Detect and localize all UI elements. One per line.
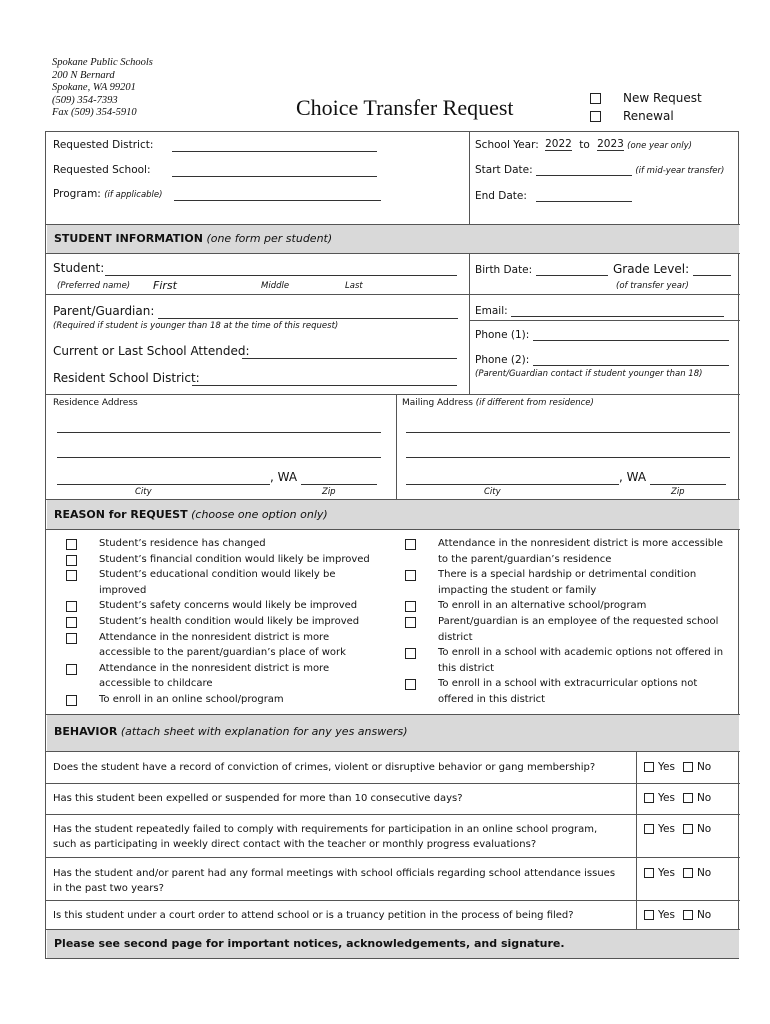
no-label: No [696,792,712,804]
no-checkbox[interactable] [683,762,693,772]
preferred-name-note: (Preferred name) [57,281,131,291]
residence-line1-field[interactable] [57,420,381,433]
behavior-note: (attach sheet with explanation for any yes answers) [120,725,408,738]
program-label: Program: [53,188,101,200]
phone1-label: Phone (1): [475,329,530,341]
yes-checkbox[interactable] [644,910,654,920]
reason-header [47,500,739,529]
behavior-question: Has the student and/or parent had any formal meetings with school officials regarding school attendance issues in the past two years? [53,868,616,894]
middle-label: Middle [261,281,290,291]
no-checkbox[interactable] [683,868,693,878]
end-date-field[interactable] [536,189,632,202]
behavior-title: BEHAVIOR [54,725,118,738]
divider [469,320,740,321]
reason-option: Student’s residence has changed [99,538,266,549]
divider [469,132,470,224]
phone2-label: Phone (2): [475,354,530,366]
renewal-label: Renewal [623,109,674,123]
yes-no-group [644,823,711,835]
yes-checkbox[interactable] [644,762,654,772]
reason-checkbox[interactable] [66,695,77,706]
form-body [45,131,739,959]
reason-option: Attendance in the nonresident district is more accessible to the parent/guardian’s place of work [99,631,346,659]
mailing-note: (if different from residence) [475,398,594,408]
divider [46,529,740,530]
divider [46,814,740,815]
resident-district-label: Resident School District: [53,371,200,385]
requested-district-field[interactable] [172,138,377,152]
reason-option: Attendance in the nonresident district is more accessible to the parent/guardian’s residence [438,538,724,565]
contact-note: (Parent/Guardian contact if student younger than 18) [475,369,703,379]
mailing-line2-field[interactable] [406,445,730,458]
student-label: Student: [53,261,105,275]
divider [46,900,740,901]
last-label: Last [345,281,363,291]
address-line: (509) 354-7393 [52,94,118,106]
reason-checkbox[interactable] [405,601,416,612]
program-field[interactable] [174,188,381,201]
no-checkbox[interactable] [683,793,693,803]
divider [46,857,740,858]
one-year-note: (one year only) [627,141,692,151]
no-checkbox[interactable] [683,910,693,920]
mid-year-note: (if mid-year transfer) [635,166,725,176]
grade-level-label: Grade Level: [613,262,690,276]
mailing-wa-label: , WA [619,470,647,484]
reason-checkbox[interactable] [405,570,416,581]
year-from-field[interactable]: 2022 [545,138,572,150]
form-title: Choice Transfer Request [296,95,514,120]
behavior-question: Has this student been expelled or suspended for more than 10 consecutive days? [53,793,463,804]
transfer-year-note: (of transfer year) [616,281,689,291]
requested-school-label: Requested School: [53,164,151,176]
no-checkbox[interactable] [683,824,693,834]
parent-note: (Required if student is younger than 18 at the time of this request) [53,321,339,331]
mailing-zip-field[interactable] [650,472,726,485]
reason-option: To enroll in an online school/program [99,693,284,705]
student-info-title: STUDENT INFORMATION [54,232,203,245]
student-info-note: (one form per student) [206,232,333,245]
behavior-header [47,715,739,751]
footer-band [47,930,739,958]
address-line: 200 N Bernard [52,69,115,81]
behavior-question: Does the student have a record of conviction of crimes, violent or disruptive behavior or gang membership? [53,762,596,773]
no-label: No [696,909,712,921]
reason-checkbox[interactable] [405,539,416,550]
reason-checkbox[interactable] [66,601,77,612]
to-label: to [579,139,590,151]
reason-checkbox[interactable] [66,617,77,628]
residence-wa-label: , WA [270,470,298,484]
reason-checkbox[interactable] [66,633,77,644]
residence-address-label: Residence Address [53,398,138,408]
yes-no-group [644,792,711,804]
yes-label: Yes [658,761,675,773]
divider [46,394,740,395]
yes-no-group [644,909,711,921]
divider [46,253,740,254]
reason-checkbox[interactable] [66,664,77,675]
new-request-label: New Request [623,91,702,105]
reason-option: Student’s safety concerns would likely be improved [99,600,358,612]
requested-school-field[interactable] [172,163,377,177]
school-year-label: School Year: [475,139,539,151]
birth-date-label: Birth Date: [475,264,533,276]
current-school-field[interactable] [242,344,457,359]
address-line: Spokane, WA 99201 [52,82,136,93]
divider [46,783,740,784]
yes-checkbox[interactable] [644,868,654,878]
yes-no-group [644,867,711,879]
residence-zip-label: Zip [322,487,336,497]
parent-label: Parent/Guardian: [53,304,155,318]
residence-city-field[interactable] [57,472,270,485]
student-name-field[interactable] [105,261,457,276]
reason-option: To enroll in a school with academic options not offered in this district [438,647,724,674]
reason-option: Student’s educational condition would likely be improved [99,569,336,596]
footer-note: Please see second page for important notices, acknowledgements, and signature. [54,937,565,950]
current-school-label: Current or Last School Attended: [53,344,250,358]
mailing-city-field[interactable] [406,472,619,485]
request-type [590,89,702,125]
yes-label: Yes [658,823,675,835]
reason-checkbox[interactable] [66,539,77,550]
yes-label: Yes [658,867,675,879]
program-note: (if applicable) [104,190,163,200]
no-label: No [696,761,712,773]
reason-option: There is a special hardship or detrimental condition impacting the student or family [438,569,697,596]
first-label: First [153,279,177,292]
reason-note: (choose one option only) [191,508,328,521]
no-label: No [696,867,712,879]
reason-option: Attendance in the nonresident district is more accessible to childcare [99,662,330,690]
resident-district-field[interactable] [192,371,457,386]
grade-level-field[interactable] [693,261,731,276]
residence-zip-field[interactable] [301,472,377,485]
divider [636,751,637,929]
reason-title: REASON for REQUEST [54,508,188,521]
reason-option: Student’s financial condition would likely be improved [99,553,370,565]
yes-checkbox[interactable] [644,793,654,803]
end-date-label: End Date: [475,190,527,202]
reason-checkbox[interactable] [66,570,77,581]
reason-checkbox[interactable] [405,617,416,628]
phone2-field[interactable] [533,353,729,366]
divider [396,394,397,500]
no-label: No [696,823,712,835]
email-field[interactable] [511,304,724,317]
yes-no-group [644,761,711,773]
divider [46,294,740,295]
start-date-label: Start Date: [475,164,533,176]
new-request-checkbox[interactable] [590,93,601,104]
parent-field[interactable] [158,304,458,319]
mailing-address-label: Mailing Address [402,398,473,408]
reason-checkbox[interactable] [405,648,416,659]
district-address [52,57,153,120]
start-date-field[interactable] [536,163,632,176]
reason-checkbox[interactable] [66,555,77,566]
residence-city-label: City [135,487,152,497]
mailing-line1-field[interactable] [406,420,730,433]
reason-checkbox[interactable] [405,679,416,690]
year-to-field[interactable]: 2023 [597,138,624,150]
email-label: Email: [475,305,508,317]
mailing-city-label: City [484,487,501,497]
reason-option: To enroll in an alternative school/program [438,600,647,612]
behavior-question: Is this student under a court order to attend school or is a truancy petition in the process of being filed? [53,910,574,921]
address-line: Spokane Public Schools [52,57,153,68]
reason-left-list [66,536,386,708]
behavior-question: Has the student repeatedly failed to comply with requirements for participation in an online school program, such as participating in weekly direct contact with the teacher or monthly progress evaluations? [53,824,598,850]
yes-checkbox[interactable] [644,824,654,834]
yes-label: Yes [658,792,675,804]
residence-line2-field[interactable] [57,445,381,458]
reason-option: To enroll in a school with extracurricular options not offered in this district [438,678,698,705]
birth-date-field[interactable] [536,263,608,276]
renewal-checkbox[interactable] [590,111,601,122]
student-info-header [47,225,739,253]
yes-label: Yes [658,909,675,921]
reason-option: Parent/guardian is an employee of the requested school district [438,615,719,643]
mailing-zip-label: Zip [671,487,685,497]
address-line: Fax (509) 354-5910 [52,107,137,118]
requested-district-label: Requested District: [53,139,154,151]
reason-right-list [405,536,737,708]
divider [469,254,470,394]
reason-option: Student’s health condition would likely be improved [99,615,360,627]
phone1-field[interactable] [533,328,729,341]
